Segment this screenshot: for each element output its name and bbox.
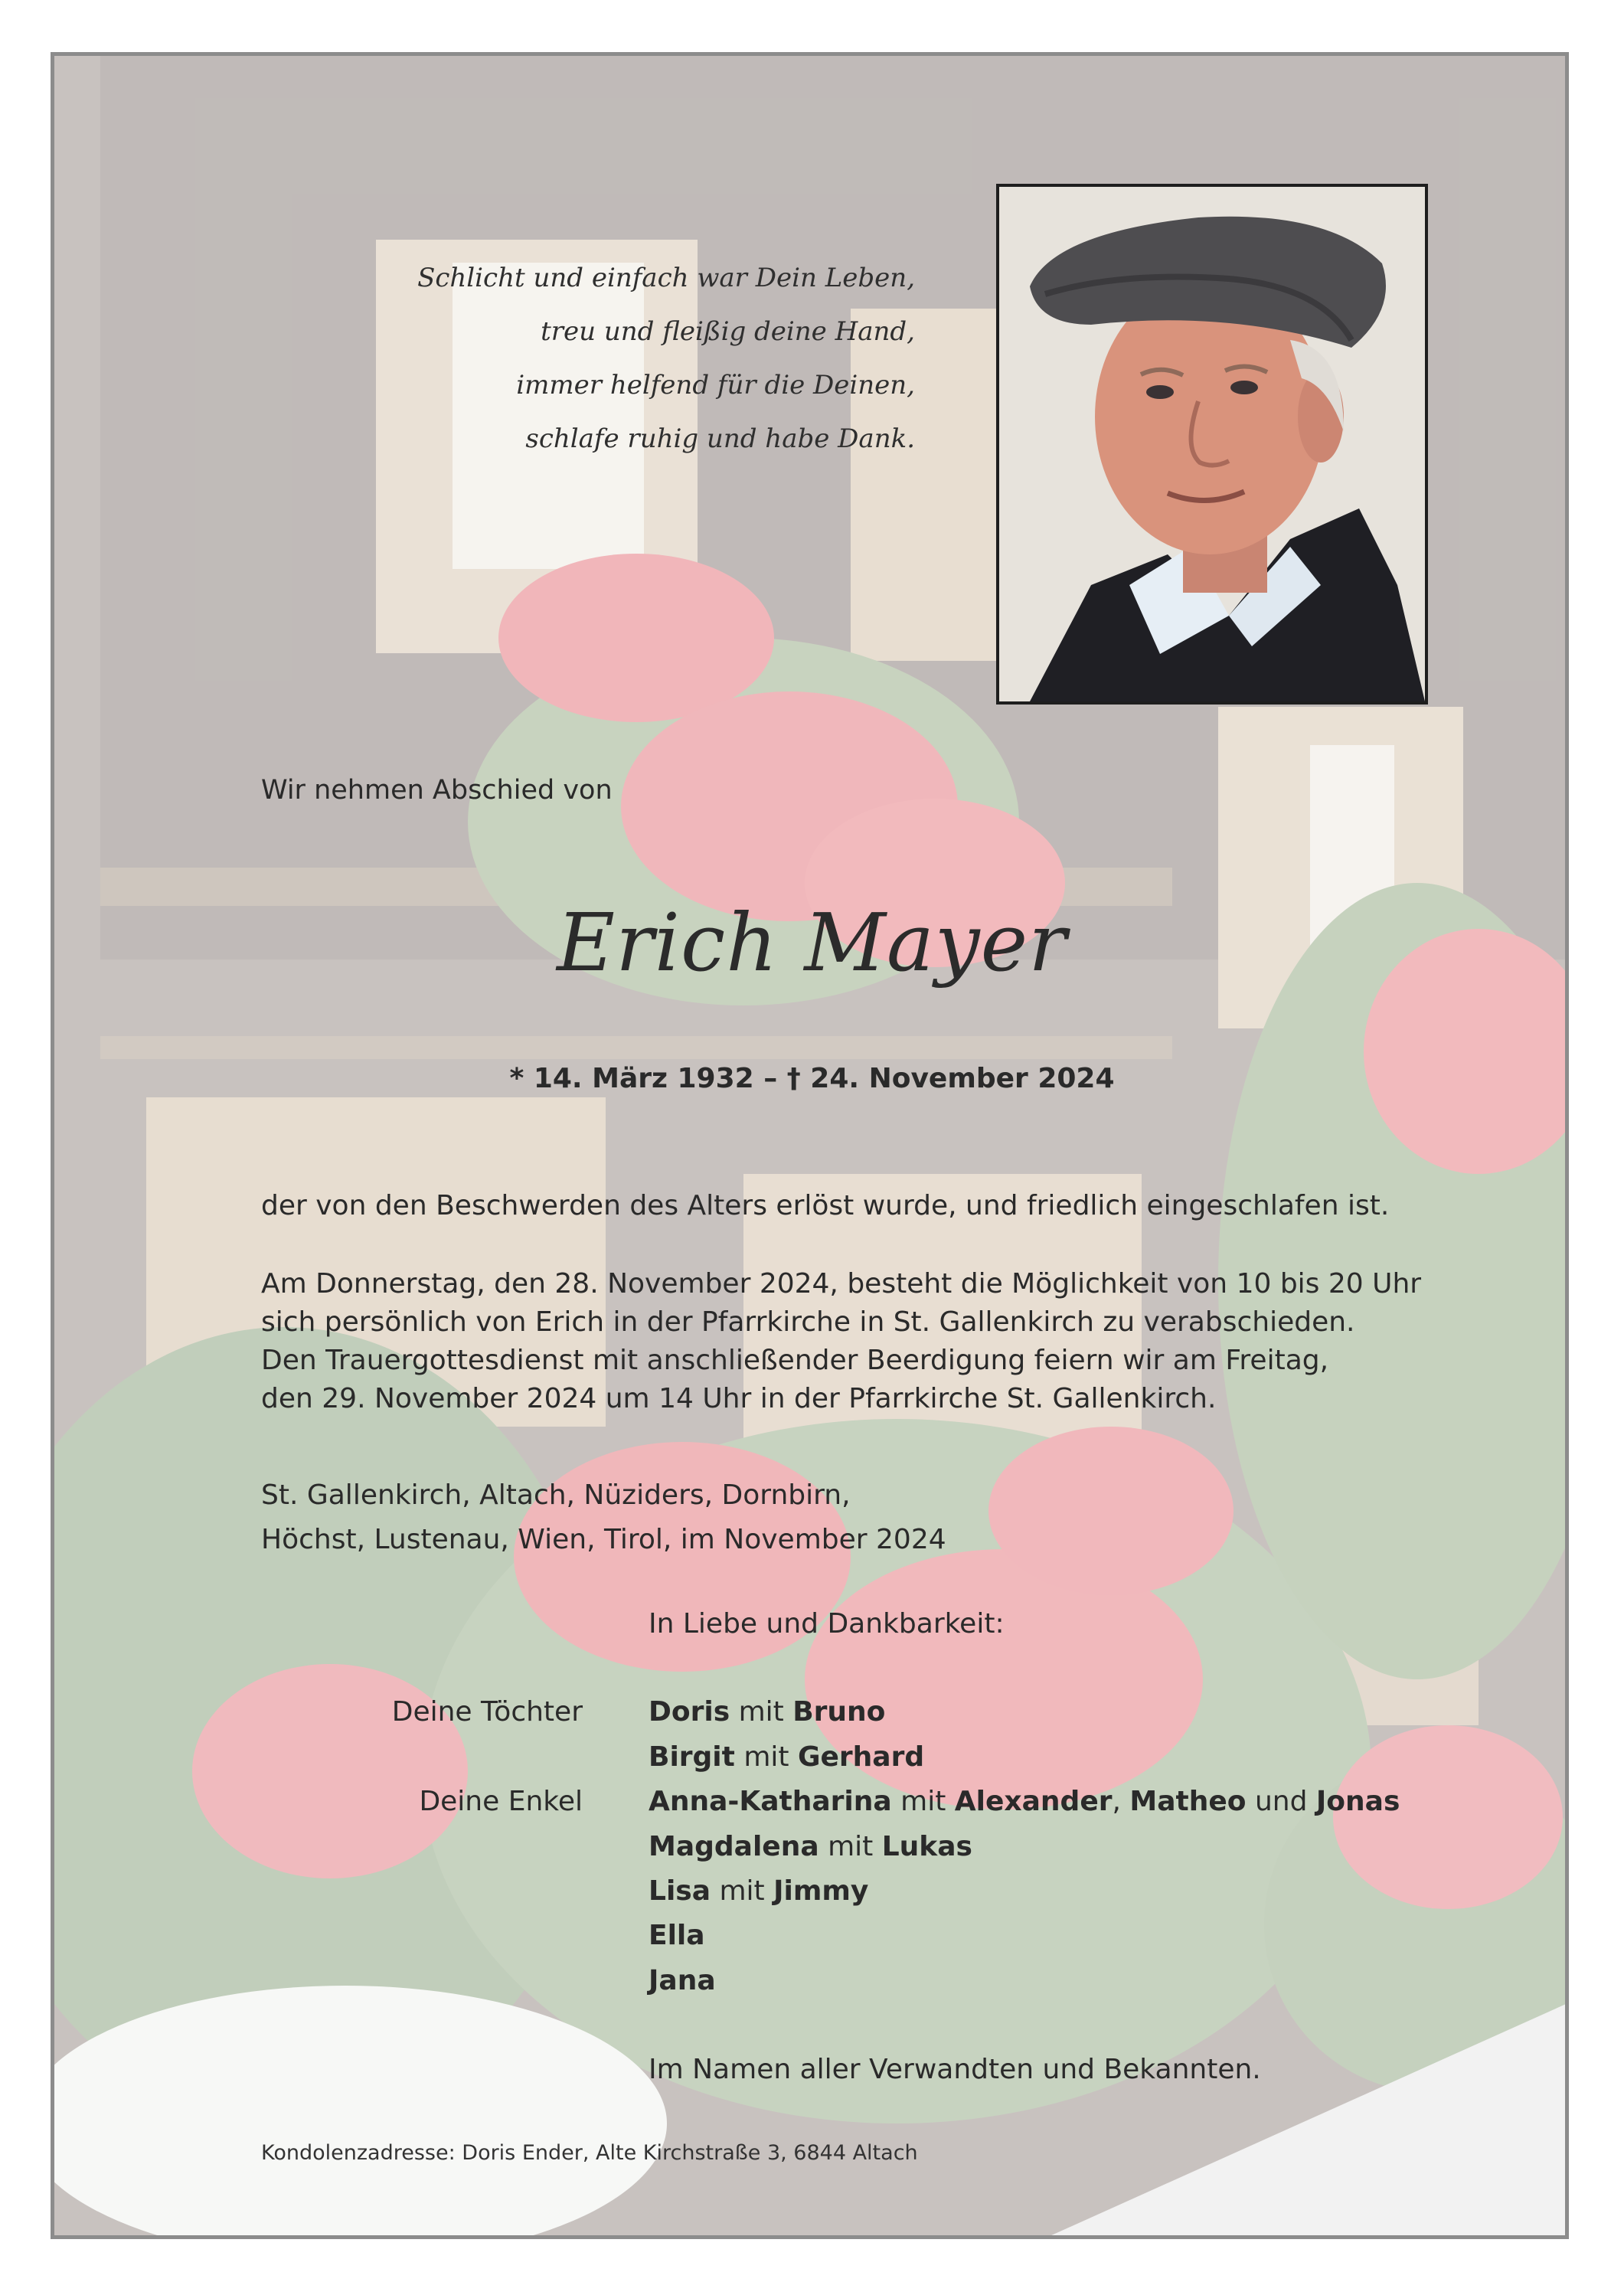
gratitude-text: In Liebe und Dankbarkeit: <box>649 1608 1005 1640</box>
connector: mit <box>738 1696 784 1728</box>
connector: mit <box>900 1786 946 1817</box>
service-line: sich persönlich von Erich in der Pfarrkirche in St. Gallenkirch zu verabschieden. <box>261 1306 1355 1338</box>
mourner-row <box>649 1965 716 2009</box>
poem-line: immer helfend für die Deinen, <box>516 370 915 400</box>
mourner-row <box>649 1831 972 1875</box>
mourner-partner: Jimmy <box>773 1875 869 1907</box>
mourner-row <box>649 1875 868 1920</box>
poem <box>417 251 915 466</box>
portrait-photo <box>996 184 1428 705</box>
intro-text: Wir nehmen Abschied von <box>261 775 613 806</box>
service-line: Den Trauergottesdienst mit anschließender Beerdigung feiern wir am Freitag, <box>261 1345 1329 1376</box>
mourner-row <box>649 1920 705 1964</box>
service-line: den 29. November 2024 um 14 Uhr in der Pfarrkirche St. Gallenkirch. <box>261 1383 1217 1414</box>
places-line: St. Gallenkirch, Altach, Nüziders, Dornbirn, <box>261 1479 851 1511</box>
poem-line: Schlicht und einfach war Dein Leben, <box>417 263 915 293</box>
condolence-address: Kondolenzadresse: Doris Ender, Alte Kirchstraße 3, 6844 Altach <box>261 2141 918 2165</box>
conjunction: und <box>1254 1786 1308 1817</box>
mourner-row <box>649 1696 885 1741</box>
mourner-name: Doris <box>649 1696 730 1728</box>
deceased-name: Erich Mayer <box>557 896 1067 989</box>
places-line: Höchst, Lustenau, Wien, Tirol, im November 2024 <box>261 1524 946 1555</box>
daughters-label: Deine Töchter <box>391 1696 583 1728</box>
mourner-name: Jana <box>649 1965 716 1996</box>
mourner-name: Jonas <box>1315 1786 1400 1817</box>
comma: , <box>1112 1786 1121 1817</box>
service-line: Am Donnerstag, den 28. November 2024, besteht die Möglichkeit von 10 bis 20 Uhr <box>261 1268 1422 1300</box>
grandchildren-label: Deine Enkel <box>419 1786 583 1817</box>
mourner-partner: Lukas <box>881 1831 972 1862</box>
life-dates: * 14. März 1932 – † 24. November 2024 <box>509 1063 1115 1094</box>
mourner-row <box>649 1741 924 1786</box>
paragraph-service <box>261 1265 1421 1418</box>
mourner-name: Anna-Katharina <box>649 1786 892 1817</box>
poem-line: treu und fleißig deine Hand, <box>541 316 915 347</box>
mourner-partner: Bruno <box>792 1696 886 1728</box>
connector: mit <box>743 1741 789 1773</box>
mourner-partner: Alexander <box>954 1786 1113 1817</box>
paragraph-release: der von den Beschwerden des Alters erlöst wurde, und friedlich eingeschlafen ist. <box>261 1190 1390 1221</box>
mourner-name: Matheo <box>1129 1786 1247 1817</box>
connector: mit <box>828 1831 874 1862</box>
mourner-name: Lisa <box>649 1875 711 1907</box>
mourner-row <box>649 1786 1400 1830</box>
connector: mit <box>719 1875 765 1907</box>
mourner-partner: Gerhard <box>797 1741 925 1773</box>
mourner-name: Birgit <box>649 1741 735 1773</box>
mourner-name: Ella <box>649 1920 705 1951</box>
poem-line: schlafe ruhig und habe Dank. <box>525 423 915 454</box>
closing-text: Im Namen aller Verwandten und Bekannten. <box>649 2054 1261 2085</box>
places <box>261 1473 946 1562</box>
portrait-image <box>999 187 1425 701</box>
mourner-name: Magdalena <box>649 1831 819 1862</box>
